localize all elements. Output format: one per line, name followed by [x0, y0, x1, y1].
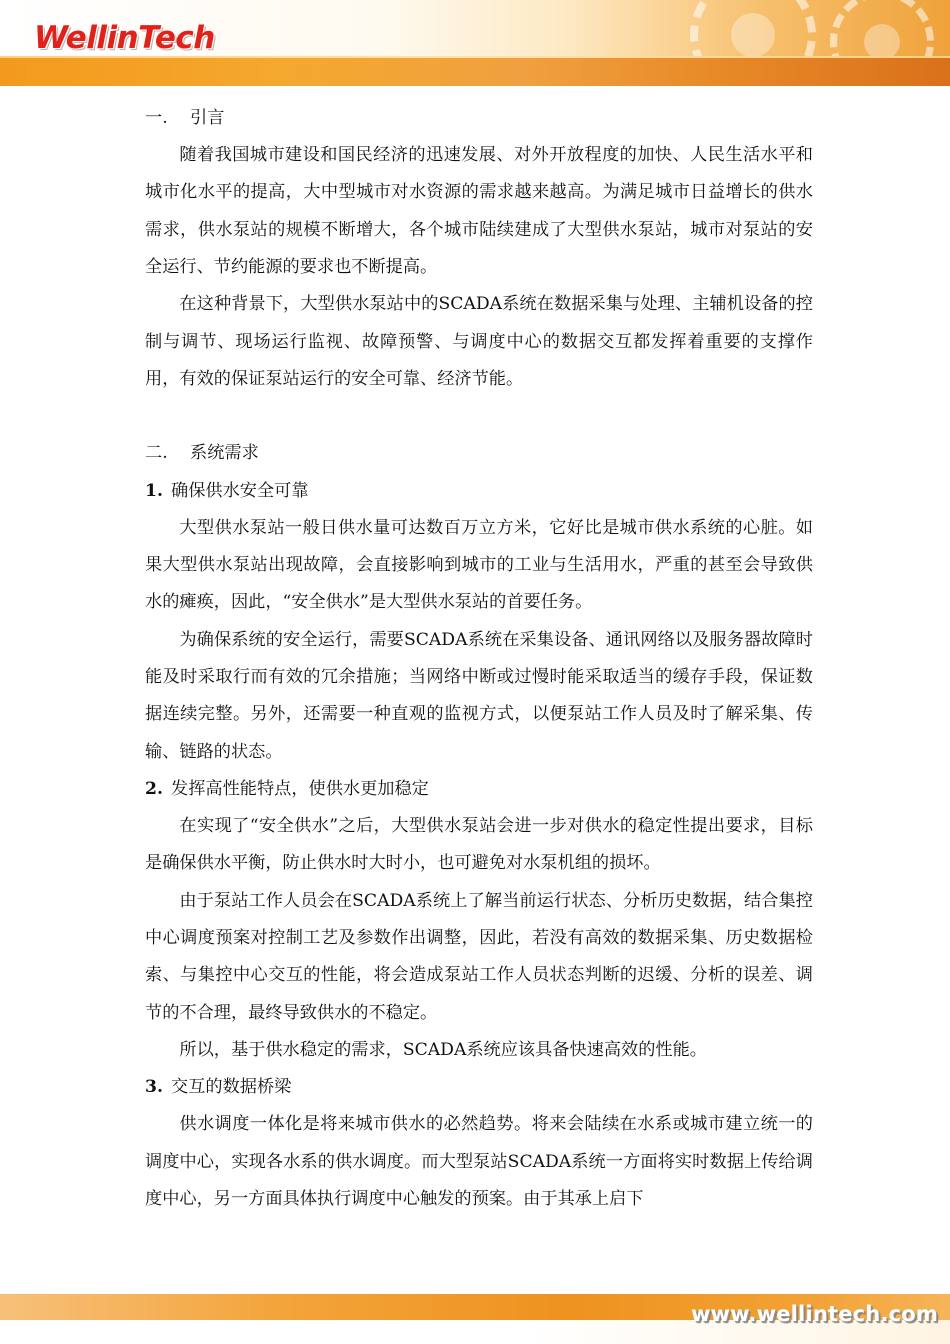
subsection-number: 3.: [145, 1077, 163, 1098]
subsection-number: 1.: [145, 480, 163, 501]
header-stripe: [0, 58, 950, 86]
paragraph: 大型供水泵站一般日供水量可达数百万立方米，它好比是城市供水系统的心脏。如果大型供水泵站出现故障，会直接影响到城市的工业与生活用水，严重的甚至会导致供水的瘫痪，因此，“安全供水”是大型供水泵站的首要任务。: [145, 517, 813, 613]
paragraph: 随着我国城市建设和国民经济的迅速发展、对外开放程度的加快、人民生活水平和城市化水平的提高，大中型城市对水资源的需求越来越高。为满足城市日益增长的供水需求，供水泵站的规模不断增大，各个城市陆续建成了大型供水泵站，城市对泵站的安全运行、节约能源的要求也不断提高。: [145, 145, 813, 278]
page-footer-banner: [0, 1294, 950, 1344]
paragraph: 供水调度一体化是将来城市供水的必然趋势。将来会陆续在水系或城市建立统一的调度中心，实现各水系的供水调度。而大型泵站SCADA系统一方面将实时数据上传给调度中心，另一方面具体执行调度中心触发的预案。由于其承上启下: [145, 1114, 813, 1209]
section-heading-requirements: [145, 435, 813, 472]
footer-website-url: www.wellintech.com: [690, 1302, 938, 1326]
paragraph: 由于泵站工作人员会在SCADA系统上了解当前运行状态、分析历史数据，结合集控中心调度预案对控制工艺及参数作出调整，因此，若没有高效的数据采集、历史数据检索、与集控中心交互的性能，将会造成泵站工作人员状态判断的迟缓、分析的误差、调节的不合理，最终导致供水的不稳定。: [145, 890, 813, 1023]
subsection-heading: [145, 1069, 813, 1106]
page-header-banner: [0, 0, 950, 86]
subsection-heading: [145, 771, 813, 808]
subsection-title: 发挥高性能特点，使供水更加稳定: [171, 778, 429, 799]
subsection-title: 交互的数据桥梁: [171, 1077, 292, 1098]
document-body: [145, 100, 813, 1218]
section-title: 系统需求: [190, 443, 259, 464]
paragraph: 所以，基于供水稳定的需求，SCADA系统应该具备快速高效的性能。: [179, 1039, 707, 1060]
subsection-heading: [145, 473, 813, 510]
section-number: 二.: [145, 443, 168, 464]
section-heading-introduction: [145, 100, 813, 137]
subsection-title: 确保供水安全可靠: [171, 480, 309, 501]
paragraph: 在这种背景下，大型供水泵站中的SCADA系统在数据采集与处理、主辅机设备的控制与调节、现场运行监视、故障预警、与调度中心的数据交互都发挥着重要的支撑作用，有效的保证泵站运行的安全可靠、经济节能。: [145, 294, 813, 389]
paragraph: 在实现了“安全供水”之后，大型供水泵站会进一步对供水的稳定性提出要求，目标是确保供水平衡，防止供水时大时小，也可避免对水泵机组的损坏。: [145, 816, 813, 874]
section-title: 引言: [190, 108, 225, 128]
blank-line: [145, 398, 813, 435]
wellintech-logo: WellinTech: [34, 20, 215, 56]
section-number: 一.: [145, 108, 168, 128]
paragraph: 为确保系统的安全运行，需要SCADA系统在采集设备、通讯网络以及服务器故障时能及时采取行而有效的冗余措施；当网络中断或过慢时能采取适当的缓存手段，保证数据连续完整。另外，还需要一种直观的监视方式，以便泵站工作人员及时了解采集、传输、链路的状态。: [145, 629, 813, 762]
subsection-number: 2.: [145, 778, 163, 799]
